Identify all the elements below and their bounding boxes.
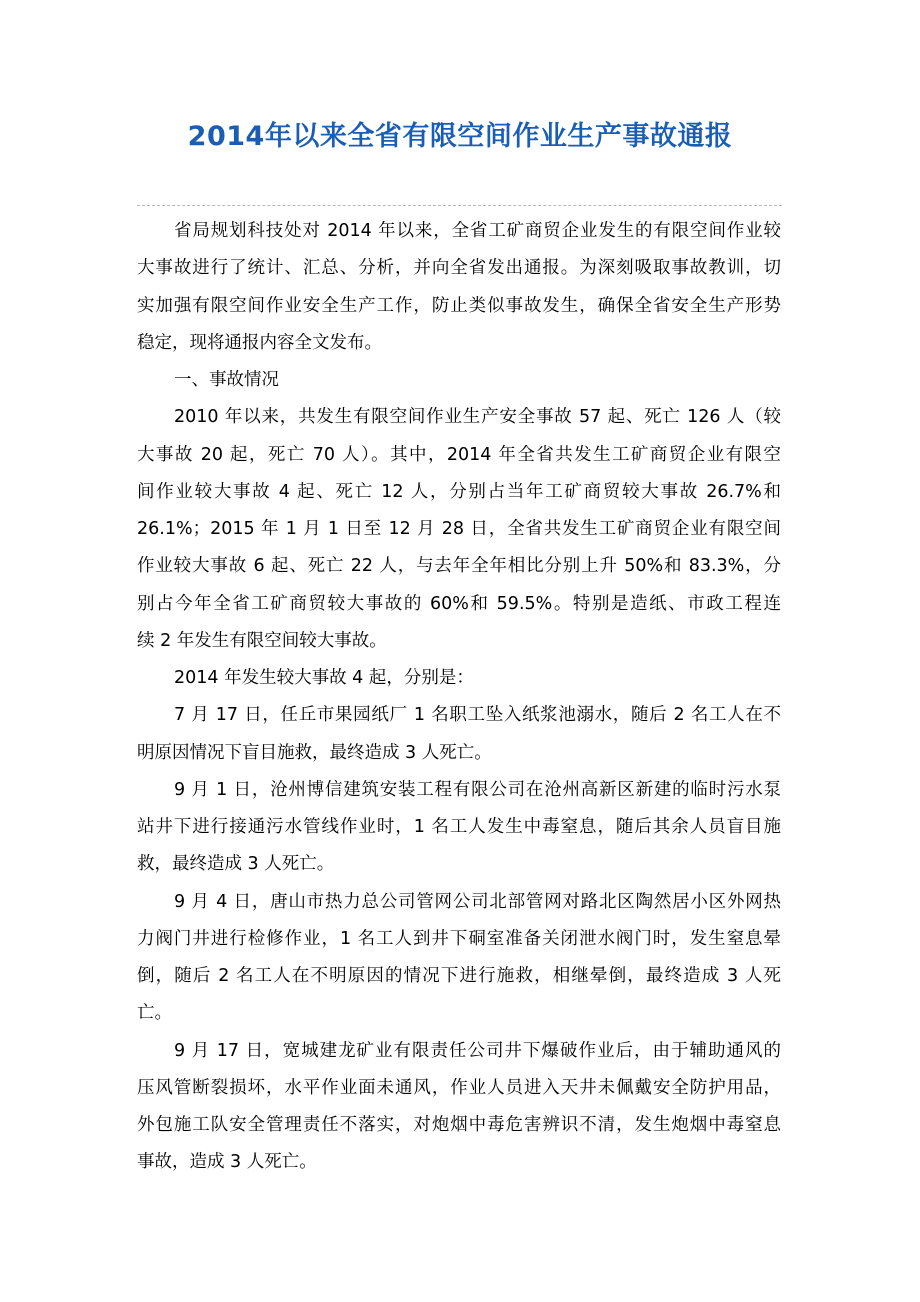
paragraph — [137, 697, 781, 772]
paragraph-line: 别占今年全省工矿商贸较大事故的 60%和 59.5%。特别是造纸、市政工程连 — [137, 593, 781, 614]
paragraph-line: 站井下进行接通污水管线作业时，1 名工人发生中毒窒息，随后其余人员盲目施 — [137, 817, 781, 837]
paragraph-line: 作业较大事故 6 起、死亡 22 人，与去年全年相比分别上升 50%和 83.3%，分 — [137, 556, 781, 577]
paragraph-line: 救，最终造成 3 人死亡。 — [137, 854, 335, 875]
paragraph-line: 亡。 — [137, 1003, 172, 1024]
paragraph-line: 实加强有限空间作业安全生产工作，防止类似事故发生，确保全省安全生产形势 — [137, 295, 781, 316]
paragraph — [137, 399, 781, 660]
paragraph-line: 大事故 20 起，死亡 70 人）。其中，2014 年全省共发生工矿商贸企业有限空 — [137, 444, 781, 465]
paragraph-line: 2010 年以来，共发生有限空间作业生产安全事故 57 起、死亡 126 人（较 — [174, 407, 781, 428]
paragraph — [137, 362, 781, 399]
paragraph — [137, 884, 781, 1033]
paragraph-line: 9 月 17 日，宽城建龙矿业有限责任公司井下爆破作业后，由于辅助通风的 — [174, 1040, 781, 1061]
paragraph-line: 倒，随后 2 名工人在不明原因的情况下进行施救，相继晕倒，最终造成 3 人死 — [137, 966, 781, 986]
paragraph — [137, 1033, 781, 1182]
paragraph-line: 大事故进行了统计、汇总、分析，并向全省发出通报。为深刻吸取事故教训，切 — [137, 258, 781, 279]
document-title: 2014年以来全省有限空间作业生产事故通报 — [187, 121, 733, 152]
paragraph-line: 2014 年发生较大事故 4 起，分别是： — [174, 668, 474, 688]
paragraph — [137, 660, 781, 697]
paragraph-line: 省局规划科技处对 2014 年以来，全省工矿商贸企业发生的有限空间作业较 — [174, 221, 781, 241]
paragraph — [137, 772, 781, 884]
paragraph-line: 事故，造成 3 人死亡。 — [137, 1152, 317, 1173]
paragraph-line: 26.1%；2015 年 1 月 1 日至 12 月 28 日，全省共发生工矿商贸企业有限空间 — [137, 519, 781, 539]
paragraph-line: 外包施工队安全管理责任不落实，对炮烟中毒危害辨识不清，发生炮烟中毒窒息 — [137, 1115, 781, 1135]
paragraph-line: 稳定，现将通报内容全文发布。 — [137, 332, 382, 353]
paragraph-line: 明原因情况下盲目施救，最终造成 3 人死亡。 — [137, 742, 492, 763]
title-divider — [137, 205, 782, 206]
paragraph-line: 间作业较大事故 4 起、死亡 12 人，分别占当年工矿商贸较大事故 26.7%和 — [137, 481, 781, 502]
document-body — [137, 213, 781, 1182]
paragraph-line: 压风管断裂损坏，水平作业面未通风，作业人员进入天井未佩戴安全防护用品， — [137, 1077, 781, 1098]
paragraph-line: 7 月 17 日，任丘市果园纸厂 1 名职工坠入纸浆池溺水，随后 2 名工人在不 — [174, 705, 781, 726]
paragraph-line: 一、事故情况 — [174, 370, 279, 390]
paragraph-line: 续 2 年发生有限空间较大事故。 — [137, 630, 387, 651]
paragraph — [137, 213, 781, 362]
paragraph-line: 9 月 1 日，沧州博信建筑安装工程有限公司在沧州高新区新建的临时污水泵 — [174, 779, 781, 800]
paragraph-line: 力阀门井进行检修作业，1 名工人到井下硐室准备关闭泄水阀门时，发生窒息晕 — [137, 928, 781, 949]
paragraph-line: 9 月 4 日，唐山市热力总公司管网公司北部管网对路北区陶然居小区外网热 — [174, 891, 781, 912]
